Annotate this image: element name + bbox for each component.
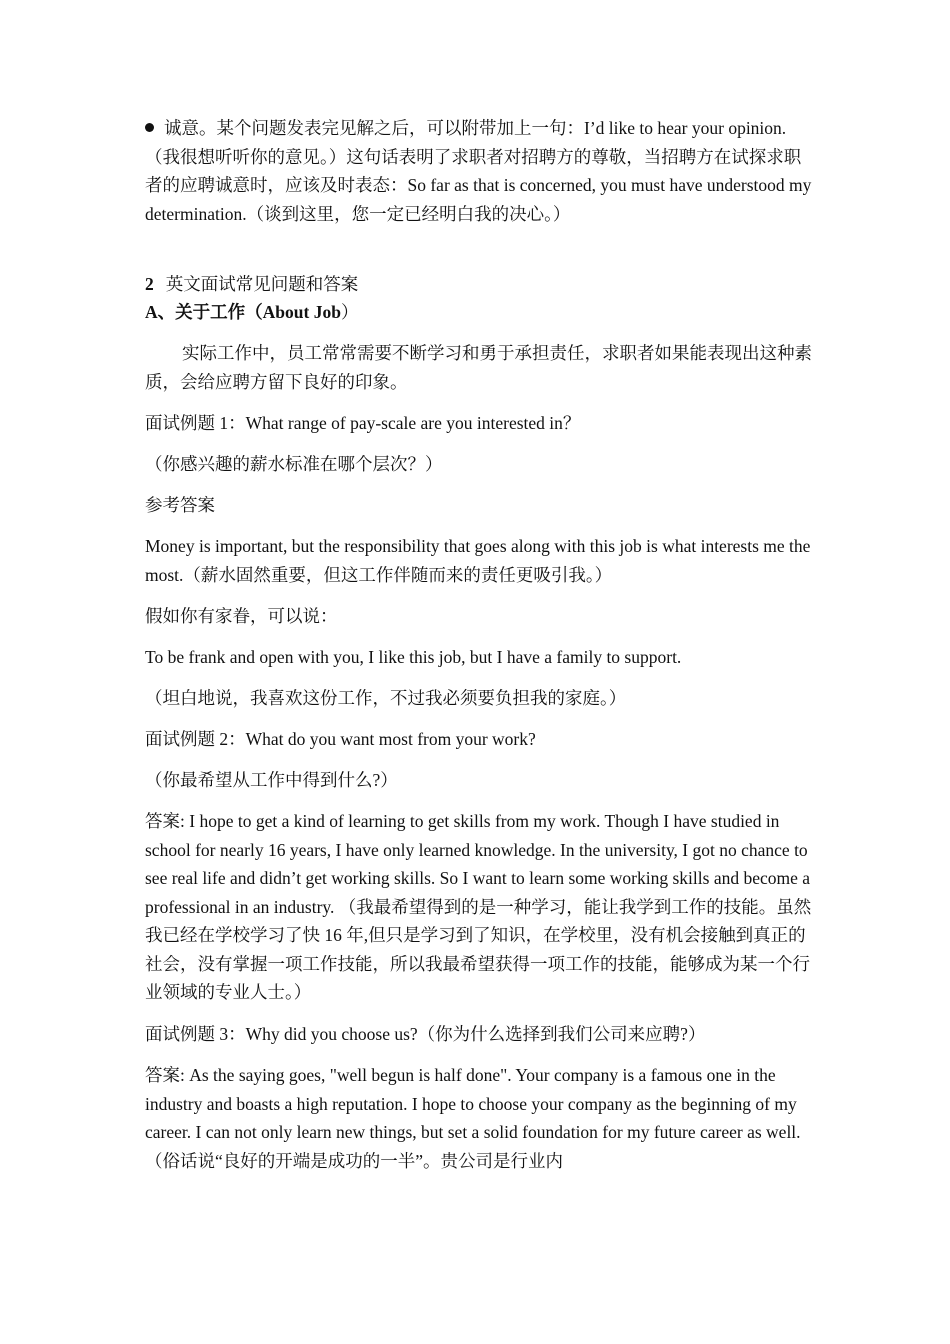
q1-translation: （你感兴趣的薪水标准在哪个层次？） <box>145 454 443 474</box>
q3-answer: 答案: As the saying goes, "well begun is half done". Your company is a famous one in the industry and boasts a high reputation. I hope to choose your company as the beginning of my career. I can not only learn new things, but set a solid foundation for my future career as well. （俗话说“良好的开端是成功的一半”。贵公司是行业内 <box>145 1065 801 1171</box>
q1-question: 面试例题 1：What range of pay-scale are you interested in？ <box>145 413 581 433</box>
q2-translation: （你最希望从工作中得到什么?） <box>145 770 398 790</box>
q1-alt-answer: To be frank and open with you, I like this job, but I have a family to support. <box>145 647 682 667</box>
subsection-prefix: A、关于工作（ <box>145 302 263 322</box>
q2-answer: 答案: I hope to get a kind of learning to get skills from my work. Though I have studied in school for nearly 16 years, I have only learned knowledge. In the university, I got no chance to see real life and didn’t get working skills. So I want to learn some working skills and become a professional in an industry. （我最希望得到的是一种学习，能让我学到工作的技能。虽然我已经在学校学习了快 16 年,但只是学习到了知识，在学校里，没有机会接触到真正的社会，没有掌握一项工作技能，所以我最希望获得一项工作的技能，能够成为某一个行业领域的专业人士。） <box>145 811 812 1002</box>
section-title: 英文面试常见问题和答案 <box>165 274 359 294</box>
intro-paragraph: 实际工作中，员工常常需要不断学习和勇于承担责任，求职者如果能表现出这种素质，会给应聘方留下良好的印象。 <box>145 343 812 392</box>
q1-family-note: 假如你有家眷，可以说： <box>145 606 338 626</box>
section-heading <box>145 270 815 299</box>
q1-alt-translation: （坦白地说，我喜欢这份工作，不过我必须要负担我的家庭。） <box>145 688 627 708</box>
q3-question: 面试例题 3：Why did you choose us?（你为什么选择到我们公司来应聘?） <box>145 1024 706 1044</box>
bullet-paragraph <box>145 114 815 228</box>
q2-question: 面试例题 2：What do you want most from your work? <box>145 729 536 749</box>
subsection-suffix: ） <box>340 302 359 322</box>
q1-reference-label: 参考答案 <box>145 495 215 515</box>
bullet-text: 诚意。某个问题发表完见解之后，可以附带加上一句：I’d like to hear your opinion.（我很想听听你的意见。）这句话表明了求职者对招聘方的尊敬，当招聘方在试探求职者的应聘诚意时，应该及时表态：So far as that is concerned, you must have understood my determination.（谈到这里，您一定已经明白我的决心。） <box>145 118 812 224</box>
q1-answer: Money is important, but the responsibility that goes along with this job is what interests me the most.（薪水固然重要，但这工作伴随而来的责任更吸引我。） <box>145 536 811 585</box>
subsection-bold-title: About Job <box>262 302 341 322</box>
section-number: 2 <box>145 274 154 294</box>
bullet-icon <box>145 123 154 132</box>
subsection-heading <box>145 298 815 327</box>
